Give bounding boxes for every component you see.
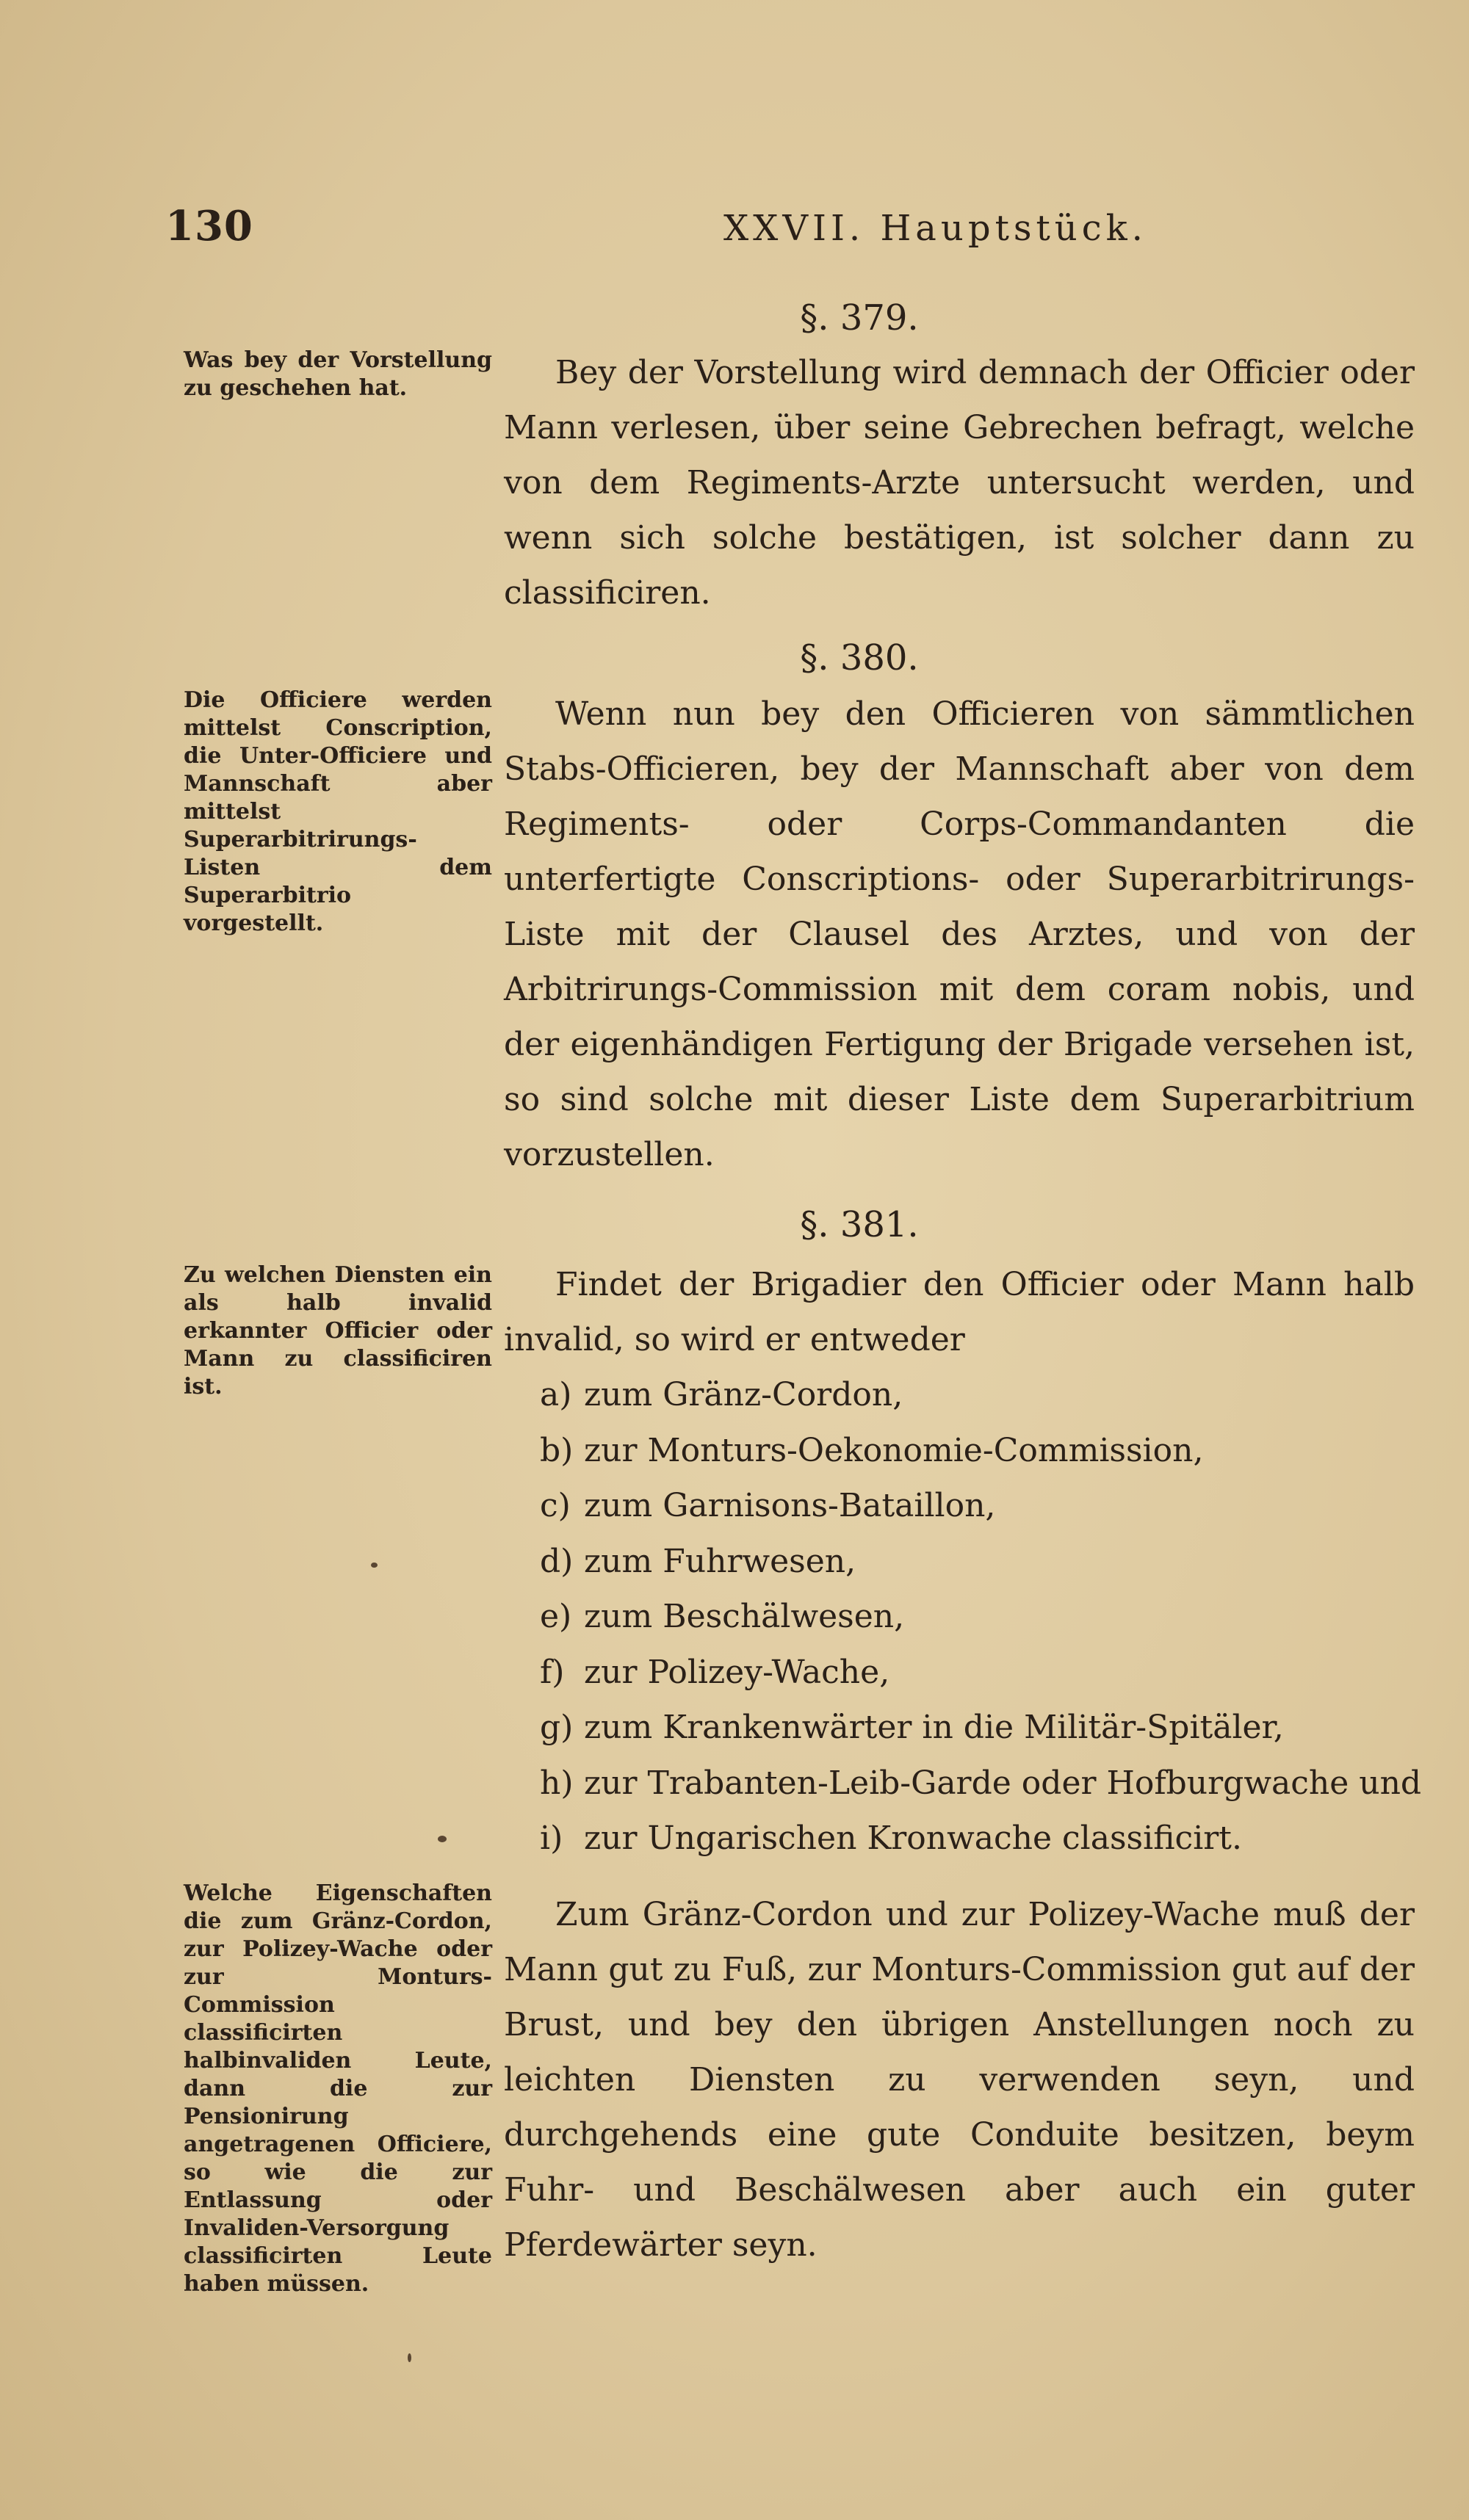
ink-speck	[438, 1836, 447, 1842]
list-item	[540, 1589, 1421, 1645]
list-text: zur Ungarischen Kronwache classificirt.	[584, 1820, 1242, 1857]
list-item	[540, 1811, 1421, 1867]
list-letter: a)	[540, 1376, 572, 1413]
list-text: zum Krankenwärter in die Militär-Spitäler,	[584, 1709, 1284, 1746]
list-letter: f)	[540, 1653, 565, 1691]
margin-note-381: Zu welchen Diensten ein als halb invalid erkannter Officier oder Mann zu classificiren ist.	[184, 1262, 492, 1400]
list-text: zum Beschälwesen,	[584, 1598, 905, 1635]
list-item	[540, 1700, 1421, 1756]
section-title-379: §. 379.	[800, 297, 919, 338]
section-title-381: §. 381.	[800, 1204, 919, 1245]
list-letter: i)	[540, 1820, 563, 1857]
list-text: zur Trabanten-Leib-Garde oder Hofburgwache und	[584, 1764, 1422, 1802]
paragraph-text: Zum Gränz-Cordon und zur Polizey-Wache muß der Mann gut zu Fuß, zur Monturs-Commission gut auf der Brust, und bey den übrigen Anstellungen noch zu leichten Diensten zu verwenden seyn, und durchgehends eine gute Conduite besitzen, beym Fuhr- und Beschälwesen aber auch ein guter Pferdewärter seyn.	[504, 1896, 1415, 2264]
page-number: 130	[165, 202, 253, 250]
list-letter: e)	[540, 1598, 572, 1635]
paragraph-text: Findet der Brigadier den Officier oder Mann halb invalid, so wird er entweder	[504, 1266, 1415, 1358]
margin-note-380: Die Officiere werden mittelst Conscription, die Unter-Officiere und Mannschaft aber mittelst Superarbitrirungs-Listen dem Superarbitrio vorgestellt.	[184, 687, 492, 936]
paragraph-text: Wenn nun bey den Officieren von sämmtlichen Stabs-Officieren, bey der Mannschaft aber von dem Regiments- oder Corps-Commandanten die unterfertigte Conscriptions- oder Superarbitrirungs-Liste mit der Clausel des Arztes, und von der Arbitrirungs-Commission mit dem coram nobis, und der eigenhändigen Fertigung der Brigade versehen ist, so sind solche mit dieser Liste dem Superarbitrium vorzustellen.	[504, 695, 1415, 1173]
page-header	[165, 202, 1205, 268]
margin-note-379: Was bey der Vorstellung zu geschehen hat.	[184, 347, 492, 401]
ink-speck	[408, 2353, 411, 2362]
list-item	[540, 1478, 1421, 1534]
list-letter: b)	[540, 1431, 574, 1469]
paragraph-379	[504, 345, 1415, 620]
list-text: zum Fuhrwesen,	[584, 1542, 856, 1580]
list-letter: d)	[540, 1542, 574, 1580]
list-item	[540, 1367, 1421, 1423]
list-letter: c)	[540, 1487, 571, 1524]
paragraph-380	[504, 687, 1415, 1182]
margin-note-eigenschaften: Welche Eigenschaften die zum Gränz-Cordon, zur Polizey-Wache oder zur Monturs-Commission classificirten halbinvaliden Leute, dann die zur Pensionirung angetragenen Officiere, so wie die zur Entlassung oder Invaliden-Versorgung classificirten Leute haben müssen.	[184, 1880, 492, 2297]
list-item	[540, 1534, 1421, 1590]
ink-speck	[371, 1563, 378, 1568]
section-title-380: §. 380.	[800, 637, 919, 678]
classification-list	[540, 1367, 1421, 1867]
list-letter: g)	[540, 1709, 574, 1746]
list-item	[540, 1645, 1421, 1701]
running-head: XXVII. Hauptstück.	[723, 208, 1147, 249]
list-text: zum Gränz-Cordon,	[584, 1376, 903, 1413]
paragraph-381-intro	[504, 1257, 1415, 1367]
list-text: zur Monturs-Oekonomie-Commission,	[584, 1431, 1204, 1469]
list-item	[540, 1756, 1421, 1811]
list-letter: h)	[540, 1764, 574, 1802]
list-item	[540, 1423, 1421, 1479]
paragraph-text: Bey der Vorstellung wird demnach der Officier oder Mann verlesen, über seine Gebrechen befragt, welche von dem Regiments-Arzte untersucht werden, und wenn sich solche bestätigen, ist solcher dann zu classificiren.	[504, 354, 1415, 612]
paragraph-381-closing	[504, 1887, 1415, 2273]
list-text: zum Garnisons-Bataillon,	[584, 1487, 996, 1524]
list-text: zur Polizey-Wache,	[584, 1653, 890, 1691]
